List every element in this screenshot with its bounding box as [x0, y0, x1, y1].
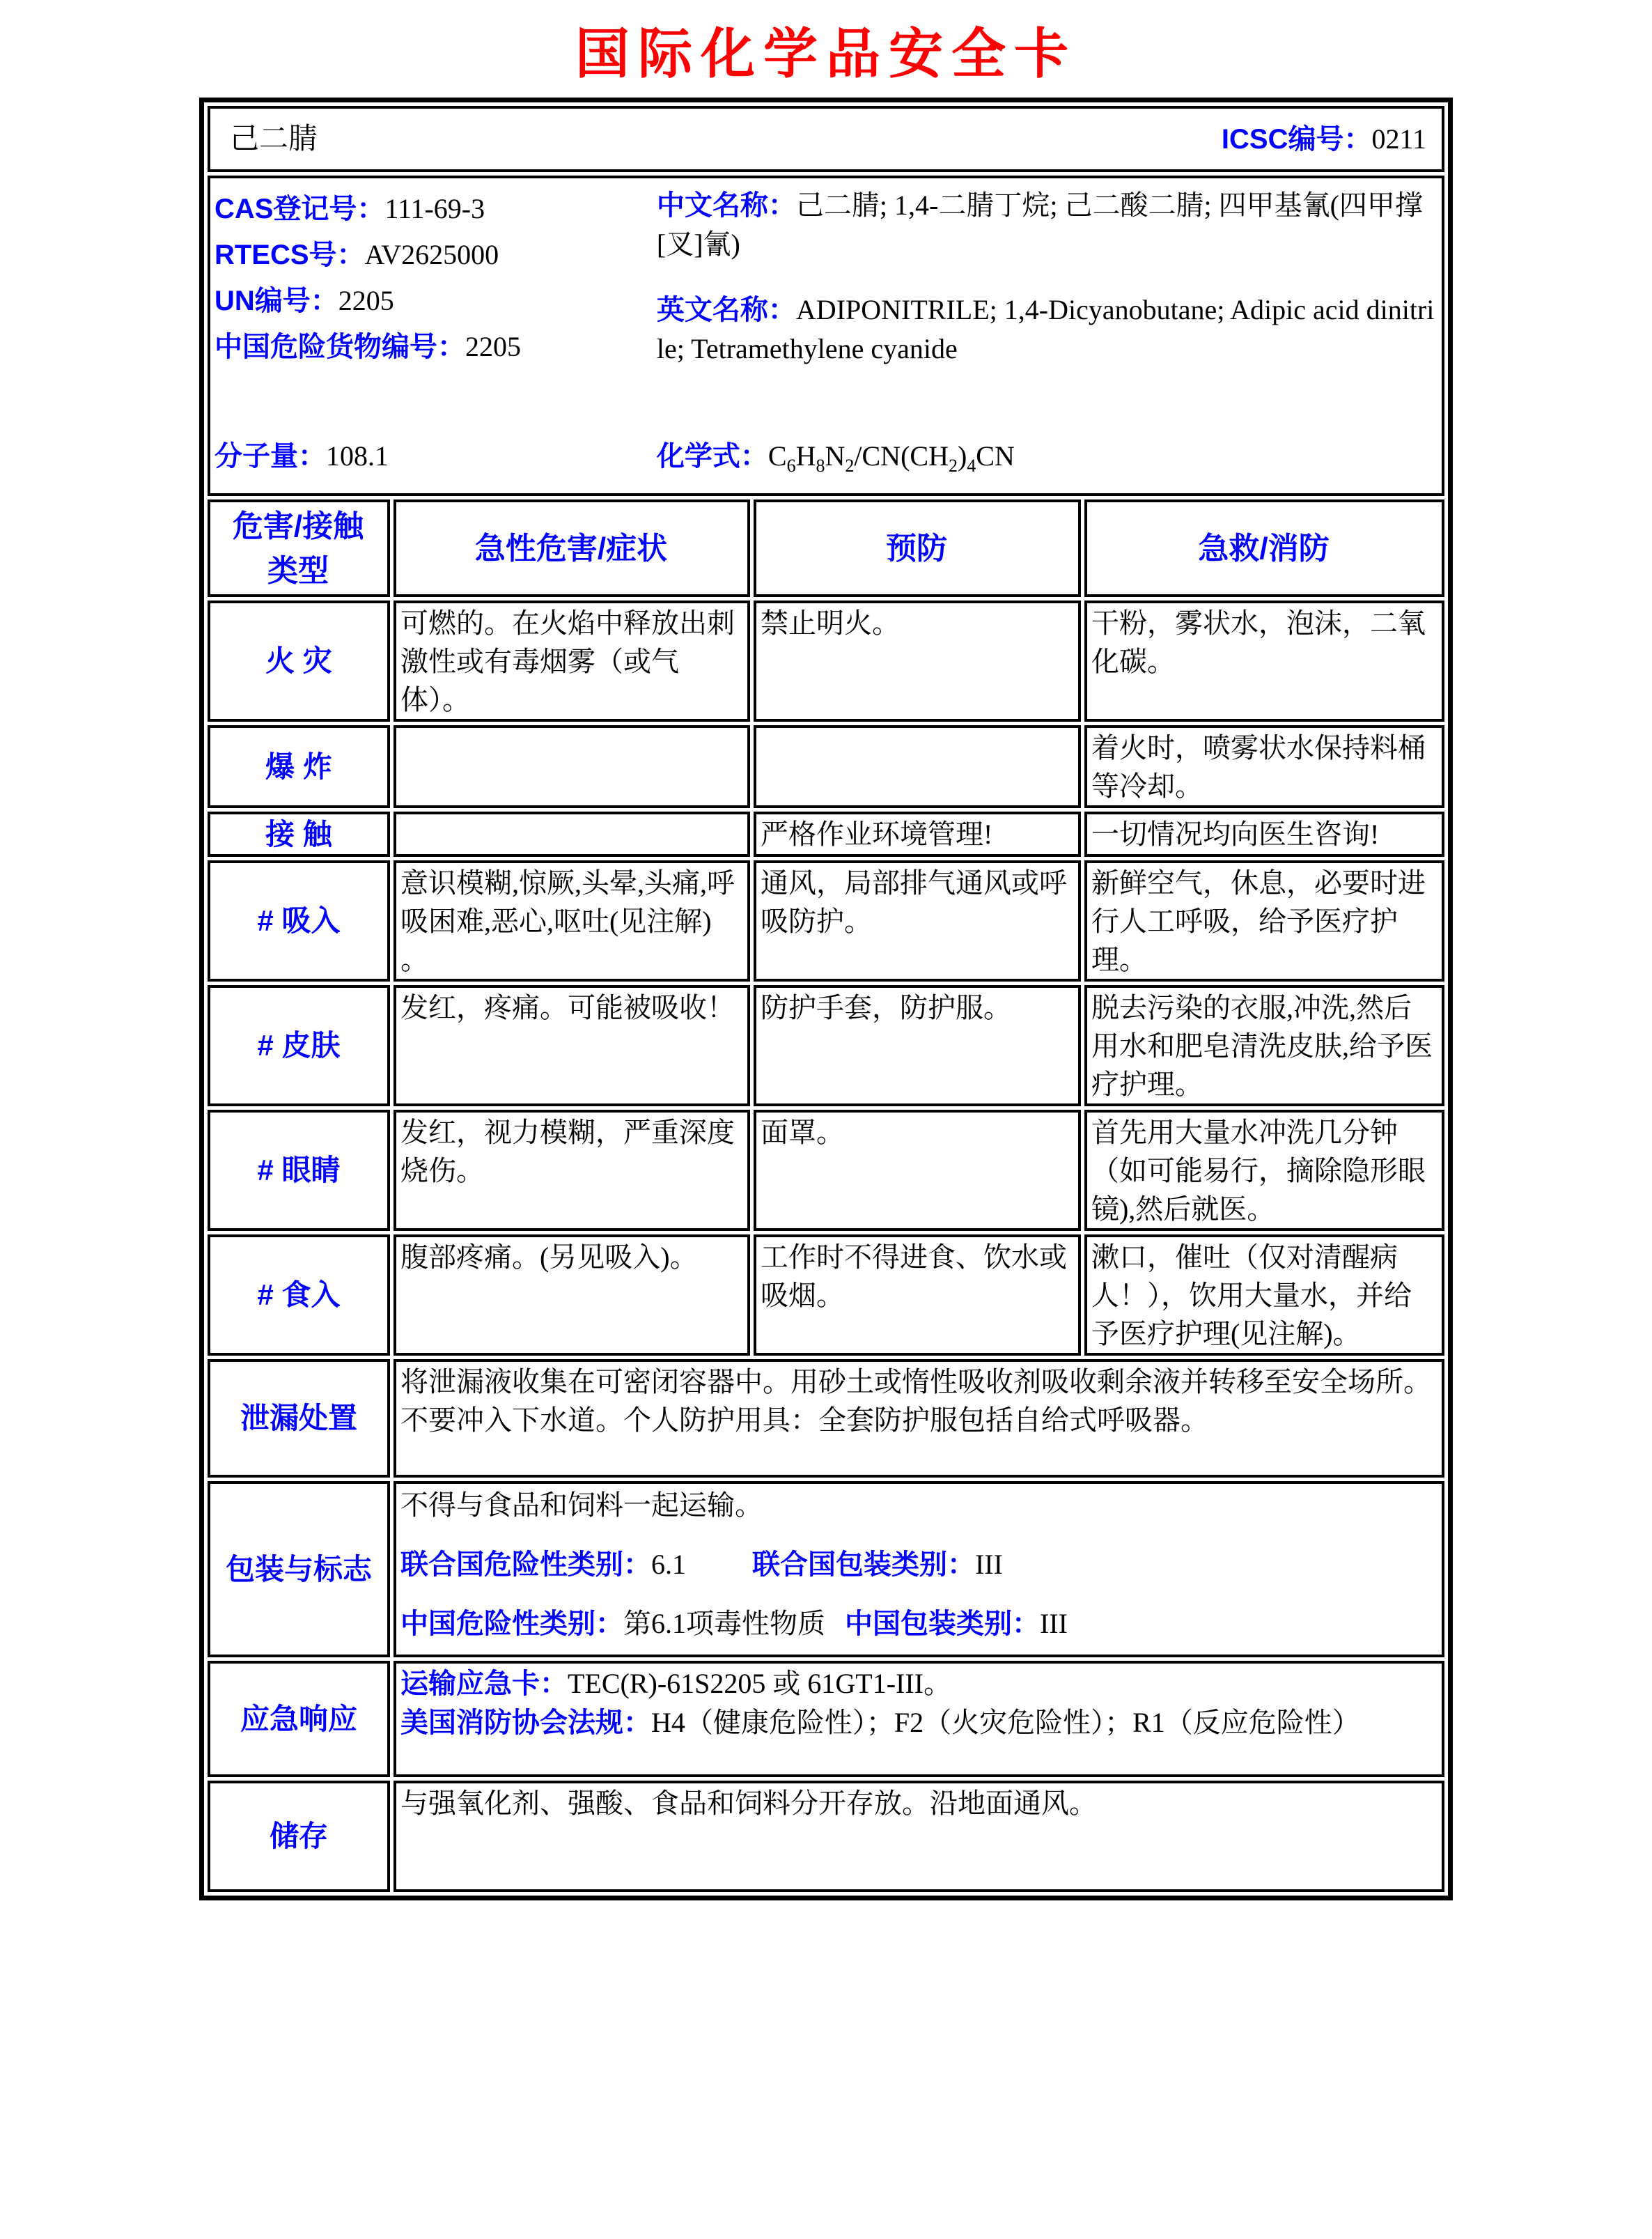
skin-label: # 皮肤 — [208, 985, 390, 1106]
row-skin — [208, 985, 1444, 1106]
storage-cell: 与强氧化剂、强酸、食品和饲料分开存放。沿地面通风。 — [393, 1781, 1444, 1892]
identifier-cell — [208, 176, 1444, 496]
chemical-formula: $C_6H_8N_2/CN(CH_2)_4CN$ — [767, 440, 1015, 476]
skin-symptoms-cell: 发红，疼痛。可能被吸收！ — [393, 985, 750, 1106]
row-emergency — [208, 1661, 1444, 1777]
row-contact — [208, 812, 1444, 857]
eyes-label: # 眼睛 — [208, 1110, 390, 1231]
nfpa-code-value: H4（健康危险性）；F2（火灾危险性）；R1（反应危险性） — [650, 1707, 1360, 1738]
chemical-formula-label: 化学式： — [656, 441, 768, 472]
english-name-line — [657, 290, 1436, 369]
safety-card-table — [199, 98, 1453, 1900]
chemical-name: 己二腈 — [229, 123, 318, 155]
inhalation-firstaid-cell: 新鲜空气，休息，必要时进行人工呼吸，给予医疗护理。 — [1084, 860, 1444, 982]
explosion-label: 爆 炸 — [208, 725, 390, 808]
ingestion-prevention-cell: 工作时不得进食、饮水或吸烟。 — [754, 1234, 1081, 1356]
ingestion-label: # 食入 — [208, 1234, 390, 1356]
header-hazard-type — [208, 499, 390, 597]
icsc-number-label: ICSC编号： — [1221, 124, 1372, 155]
fire-prevention-cell: 禁止明火。 — [754, 601, 1081, 722]
un-pack-group-value: III — [974, 1549, 1003, 1580]
icsc-number-group — [1222, 120, 1426, 159]
spill-disposal-label: 泄漏处置 — [208, 1359, 390, 1478]
spill-disposal-cell: 将泄漏液收集在可密闭容器中。用砂土或惰性吸收剂吸收剩余液并转移至安全场所。不要冲入下水道。个人防护用具：全套防护服包括自给式呼吸器。 — [393, 1359, 1444, 1478]
page-title: 国际化学品安全卡 — [575, 24, 1077, 84]
row-eyes — [208, 1110, 1444, 1231]
row-inhalation — [208, 860, 1444, 982]
un-number-line — [215, 278, 657, 324]
eyes-firstaid-cell: 首先用大量水冲洗几分钟（如可能易行，摘除隐形眼镜),然后就医。 — [1084, 1110, 1444, 1231]
explosion-symptoms-cell — [393, 725, 750, 808]
cas-number-value: 111-69-3 — [384, 193, 485, 224]
cn-dangerous-goods-value: 2205 — [465, 331, 521, 362]
row-storage — [208, 1781, 1444, 1892]
molecular-weight-value: 108.1 — [325, 440, 389, 472]
un-number-value: 2205 — [338, 285, 394, 316]
transport-emergency-card-line — [400, 1664, 1436, 1703]
contact-prevention-cell: 严格作业环境管理! — [754, 812, 1081, 857]
nfpa-code-label: 美国消防协会法规： — [400, 1707, 651, 1738]
fire-label: 火 灾 — [208, 601, 390, 722]
molecular-weight-line — [215, 437, 657, 485]
ingestion-firstaid-cell: 漱口，催吐（仅对清醒病人！），饮用大量水，并给予医疗护理(见注解)。 — [1084, 1234, 1444, 1356]
chemical-formula-line — [657, 437, 1015, 485]
hazard-header-row — [208, 499, 1444, 597]
row-ingestion — [208, 1234, 1444, 1356]
chinese-name-label: 中文名称： — [656, 190, 796, 221]
packaging-cell — [393, 1481, 1444, 1657]
cn-pack-group-value: III — [1039, 1608, 1068, 1639]
un-classification-line — [400, 1544, 1436, 1586]
chemical-names — [657, 186, 1436, 370]
header-hazard-type-line2: 类型 — [267, 553, 329, 588]
cn-hazard-class-label: 中国危险性类别： — [400, 1609, 623, 1639]
registry-numbers — [215, 186, 657, 370]
un-hazard-class-label: 联合国危险性类别： — [400, 1549, 651, 1580]
fire-symptoms-cell: 可燃的。在火焰中释放出刺激性或有毒烟雾（或气体）。 — [393, 601, 750, 722]
cn-classification-line — [400, 1603, 1436, 1645]
rtecs-number-label: RTECS号： — [214, 240, 365, 270]
emergency-label: 应急响应 — [208, 1661, 390, 1777]
row-spill-disposal — [208, 1359, 1444, 1478]
inhalation-label: # 吸入 — [208, 860, 390, 982]
rtecs-number-value: AV2625000 — [364, 239, 499, 270]
icsc-number-value: 0211 — [1371, 123, 1427, 155]
english-name-label: 英文名称： — [656, 295, 796, 325]
cn-pack-group-label: 中国包装类别： — [844, 1609, 1040, 1639]
row-explosion — [208, 725, 1444, 808]
rtecs-number-line — [215, 232, 657, 278]
skin-prevention-cell: 防护手套，防护服。 — [754, 985, 1081, 1106]
contact-firstaid-cell: 一切情况均向医生咨询! — [1084, 812, 1444, 857]
skin-firstaid-cell: 脱去污染的衣服,冲洗,然后用水和肥皂清洗皮肤,给予医疗护理。 — [1084, 985, 1444, 1106]
english-name-value: ADIPONITRILE; 1,4-Dicyanobutane; Adipic acid dinitrile; Tetramethylene cyanide — [656, 294, 1435, 364]
identifier-row — [208, 176, 1444, 496]
eyes-prevention-cell: 面罩。 — [754, 1110, 1081, 1231]
inhalation-prevention-cell: 通风，局部排气通风或呼吸防护。 — [754, 860, 1081, 982]
row-packaging — [208, 1481, 1444, 1657]
header-hazard-type-line1: 危害/接触 — [232, 509, 364, 543]
explosion-firstaid-cell: 着火时，喷雾状水保持料桶等冷却。 — [1084, 725, 1444, 808]
ingestion-symptoms-cell: 腹部疼痛。(另见吸入)。 — [393, 1234, 750, 1356]
cas-number-label: CAS登记号： — [214, 194, 385, 224]
transport-emergency-card-value: TEC(R)-61S2205 或 61GT1-III。 — [567, 1668, 952, 1699]
fire-firstaid-cell: 干粉，雾状水，泡沫，二氧化碳。 — [1084, 601, 1444, 722]
packaging-transport-note: 不得与食品和饲料一起运输。 — [400, 1489, 763, 1521]
inhalation-symptoms-cell: 意识模糊,惊厥,头晕,头痛,呼吸困难,恶心,呕吐(见注解) 。 — [393, 860, 750, 982]
cas-number-line — [215, 186, 657, 232]
chinese-name-value: 己二腈; 1,4-二腈丁烷; 己二酸二腈; 四甲基氰(四甲撑[叉]氰) — [656, 189, 1423, 260]
header-firstaid: 急救/消防 — [1084, 499, 1444, 597]
name-row — [208, 106, 1444, 172]
cn-dangerous-goods-label: 中国危险货物编号： — [214, 332, 465, 362]
row-fire — [208, 601, 1444, 722]
cn-dangerous-goods-line — [215, 324, 657, 370]
header-symptoms: 急性危害/症状 — [393, 499, 750, 597]
cn-hazard-class-value: 第6.1项毒性物质 — [623, 1608, 825, 1639]
eyes-symptoms-cell: 发红，视力模糊，严重深度烧伤。 — [393, 1110, 750, 1231]
explosion-prevention-cell — [754, 725, 1081, 808]
name-cell — [208, 106, 1444, 172]
transport-emergency-card-label: 运输应急卡： — [400, 1668, 568, 1699]
molecular-weight-label: 分子量： — [214, 441, 326, 472]
storage-label: 储存 — [208, 1781, 390, 1892]
un-hazard-class-value: 6.1 — [650, 1549, 686, 1580]
un-number-label: UN编号： — [214, 286, 338, 316]
chinese-name-line — [657, 186, 1436, 264]
contact-label: 接 触 — [208, 812, 390, 857]
packaging-label: 包装与标志 — [208, 1481, 390, 1657]
nfpa-code-line — [400, 1703, 1436, 1742]
header-prevention: 预防 — [754, 499, 1081, 597]
icsc-card-page — [0, 24, 1652, 2239]
un-pack-group-label: 联合国包装类别： — [751, 1549, 975, 1580]
contact-symptoms-cell — [393, 812, 750, 857]
emergency-cell — [393, 1661, 1444, 1777]
